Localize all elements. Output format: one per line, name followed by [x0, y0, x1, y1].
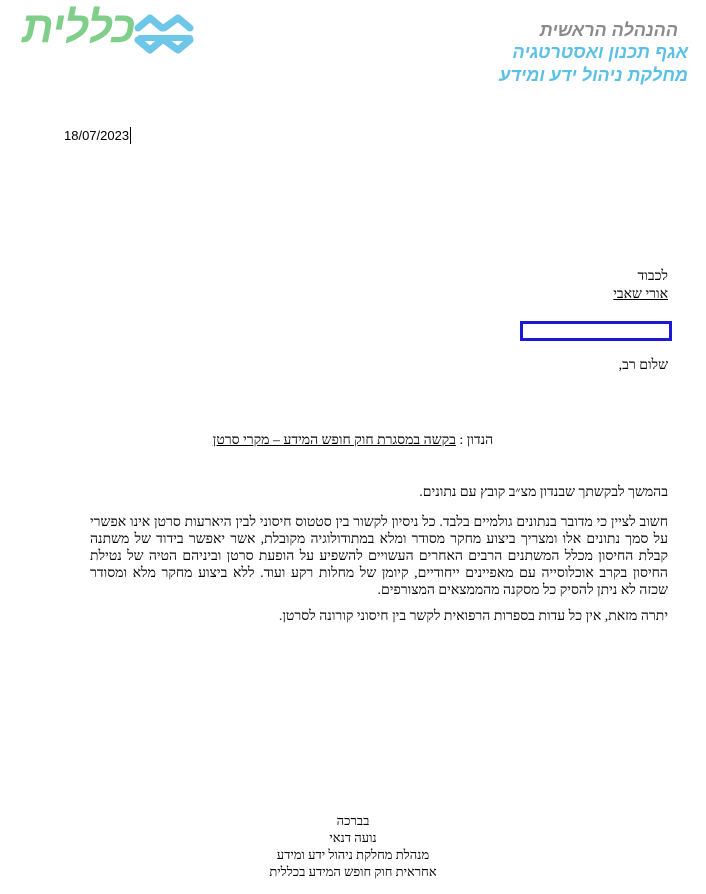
- signature-closing: בברכה: [336, 813, 370, 828]
- header-line-division: אגף תכנון ואסטרטגיה: [512, 42, 688, 62]
- redaction-box: [520, 321, 672, 341]
- signature-title-2: אחראית חוק חופש המידע בכללית: [269, 864, 437, 879]
- body-paragraph-2: חשוב לציין כי מדובר בנתונים גולמיים בלבד. כל ניסיון לקשור בין סטטוס חיסוני לבין היארעות סרטן אינו אפשרי על סמך נתונים אלו ומצריך ביצוע מחקר מסודר ומלא במתודולוגיה מקובלת, אשר יאפשר בידוד של משתנה קבלת החיסון מכלל המשתנים הרבים האחרים העשויים להשפיע על הופעת סרטן וביניהם הטיה של נטילת החיסון בקרב אוכלוסייה עם מאפיינים ייחודיים, קיומן של מחלות רקע ועוד. ללא ביצוע מחקר מלא ומסודר שכזה לא ניתן להסיק כל מסקנה מהממצאים המצורפים.: [90, 515, 668, 598]
- body-paragraph-3: יתרה מזאת, אין כל עדות בספרות הרפואית לקשר בין חיסוני קורונה לסרטן.: [278, 609, 668, 624]
- header-line-main-management: ההנהלה הראשית: [539, 20, 678, 40]
- subject-label: הנדון :: [459, 433, 494, 448]
- text-cursor: [130, 127, 131, 144]
- clalit-logo: [22, 3, 192, 58]
- subject-body: בקשה במסגרת חוק חופש המידע – מקרי סרטן: [212, 433, 456, 448]
- recipient-name: אורי שאבי: [613, 287, 668, 302]
- signature-name: נועה דנאי: [329, 830, 377, 845]
- greeting: שלום רב,: [618, 358, 668, 373]
- logo-wordmark: כללית: [22, 3, 135, 52]
- subject-line: [0, 433, 706, 449]
- salutation: לכבוד: [637, 269, 668, 284]
- header-line-department: מחלקת ניהול ידע ומידע: [499, 65, 688, 85]
- letter-date: 18/07/2023: [64, 128, 130, 143]
- signature-title-1: מנהלת מחלקת ניהול ידע ומידע: [276, 847, 430, 862]
- logo-symbol-icon: [134, 14, 196, 54]
- body-paragraph-1: בהמשך לבקשתך שבנדון מצ״ב קובץ עם נתונים.: [419, 485, 668, 500]
- signature-block: [0, 812, 706, 880]
